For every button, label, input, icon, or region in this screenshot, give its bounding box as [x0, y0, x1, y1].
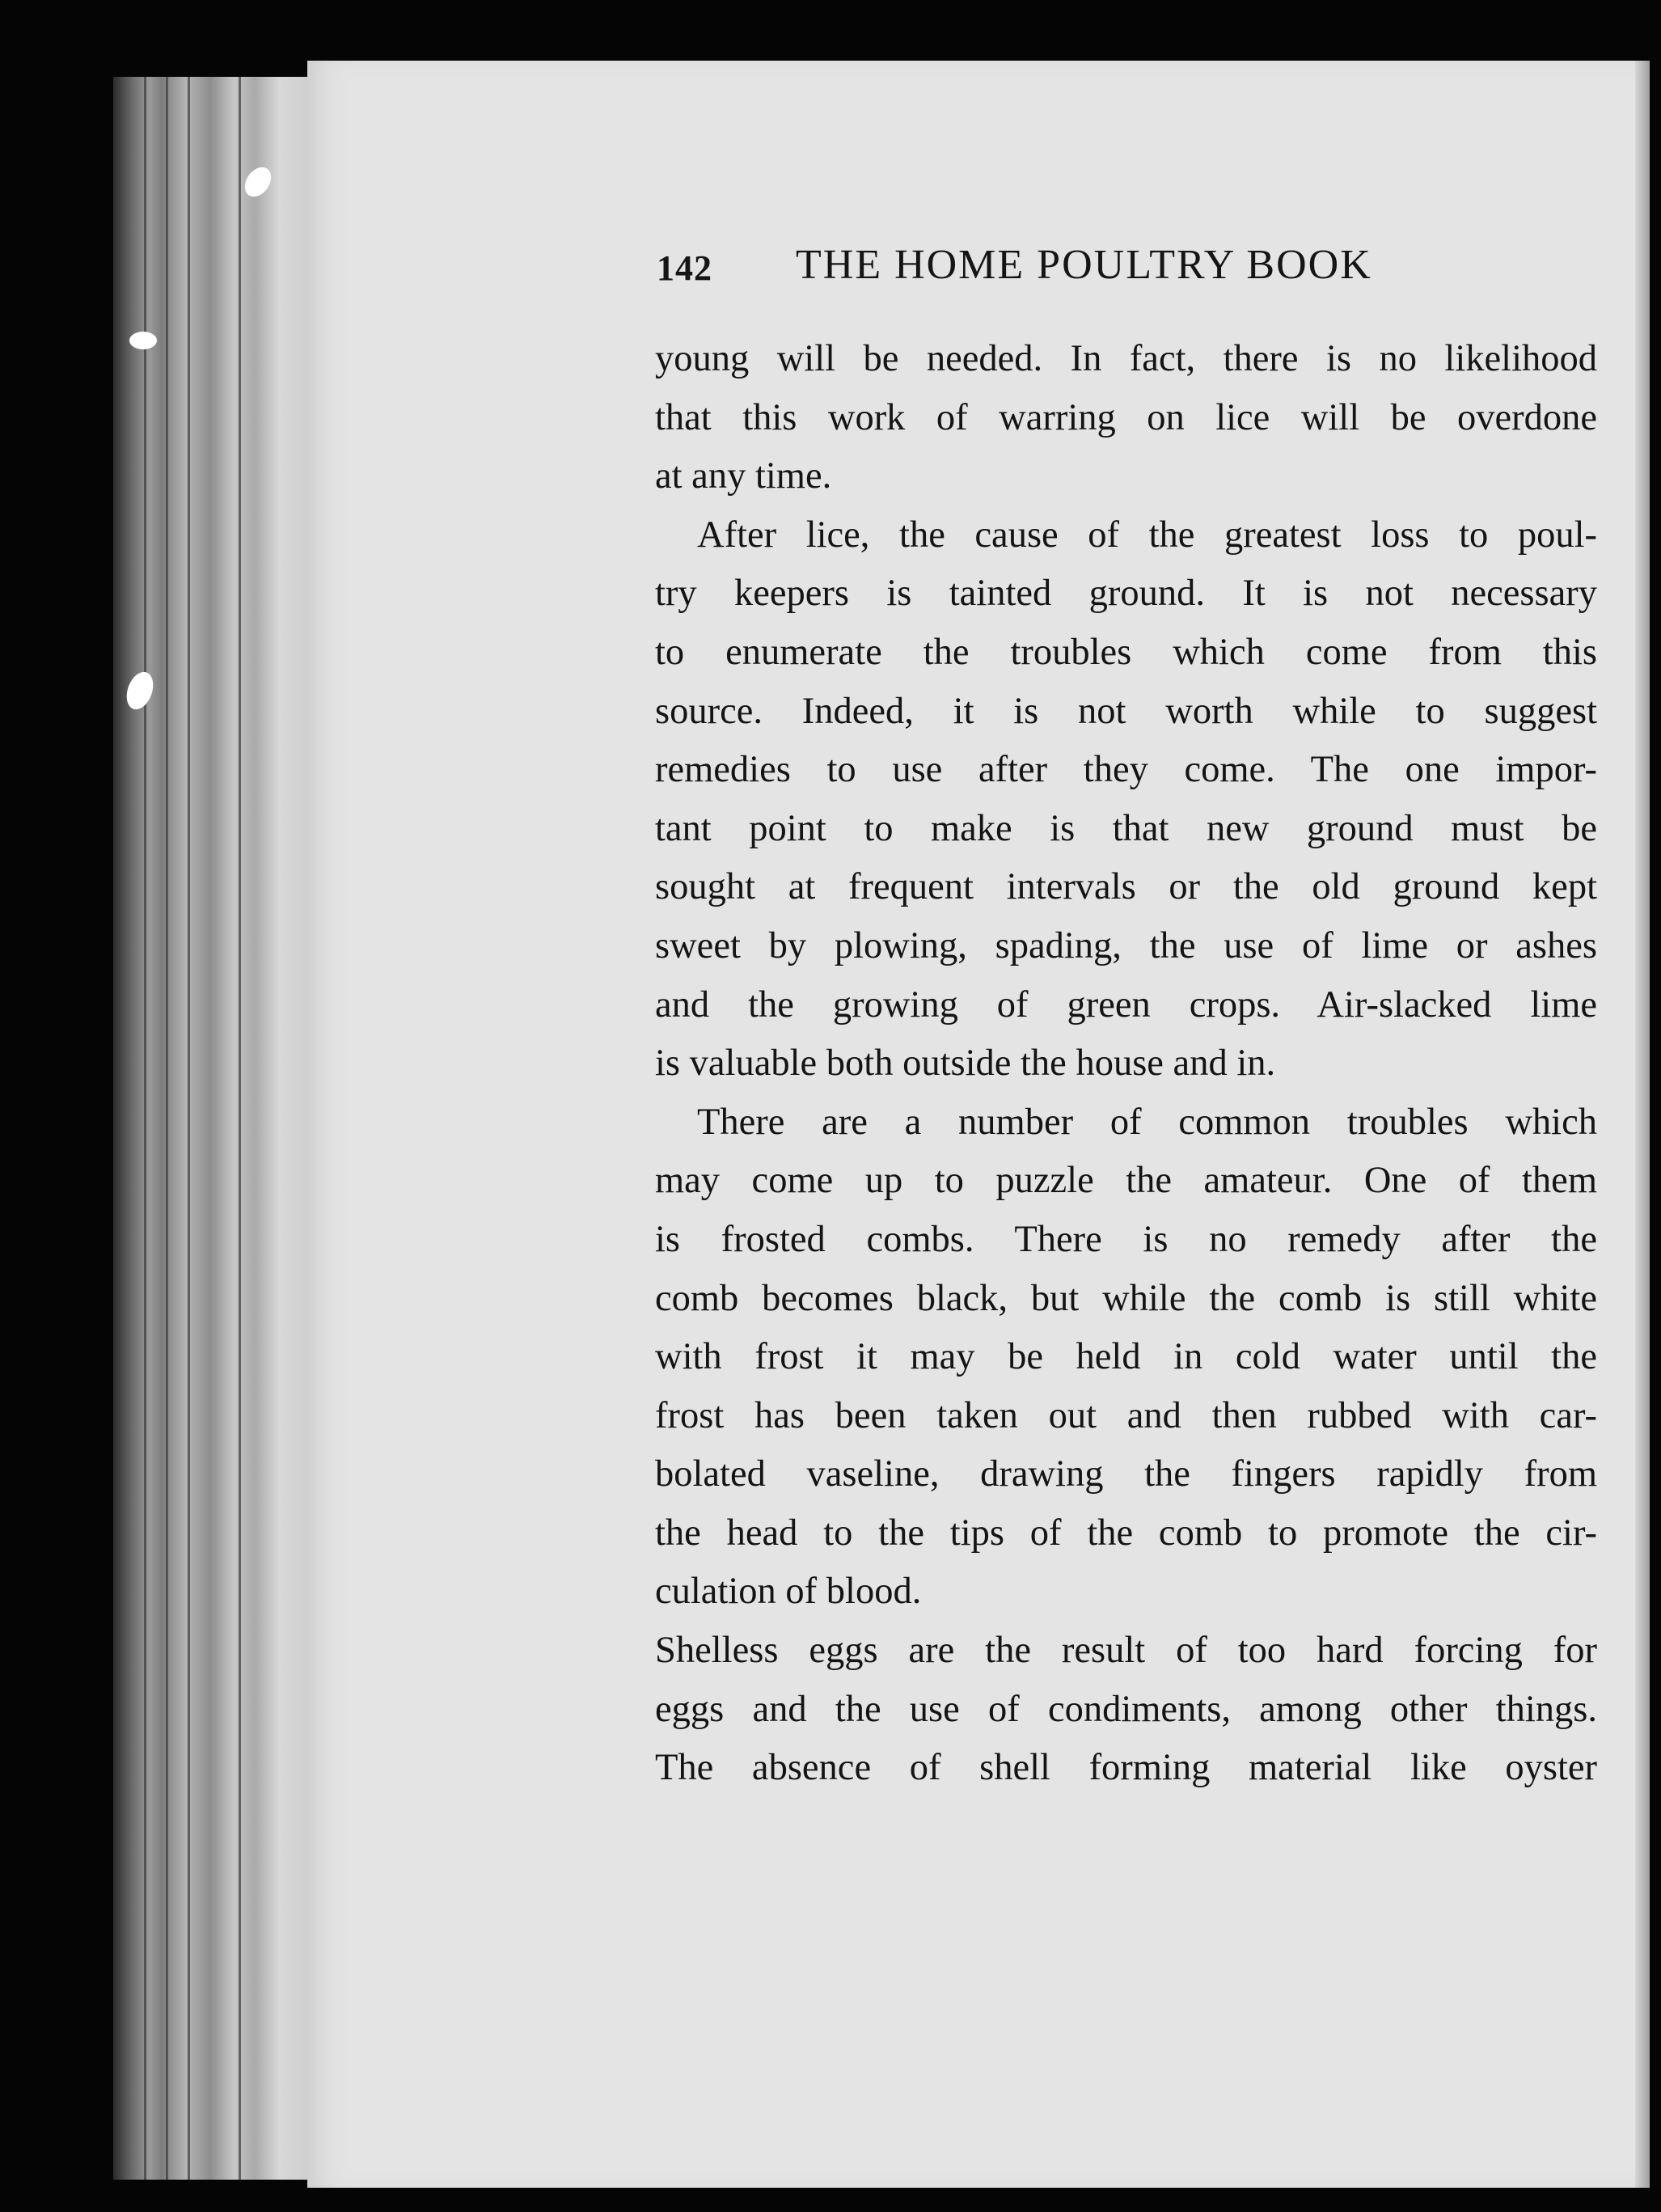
text-line: There are a number of common troubles which	[697, 1101, 1597, 1143]
text-line: sought at frequent intervals or the old ground kept	[655, 866, 1597, 908]
text-line: frost has been taken out and then rubbed with car-	[655, 1394, 1597, 1436]
text-line: with frost it may be held in cold water until the	[655, 1336, 1597, 1378]
text-line: eggs and the use of condiments, among other things.	[655, 1688, 1597, 1730]
text-line: to enumerate the troubles which come from this	[655, 631, 1597, 673]
paragraph	[655, 330, 1597, 506]
text-line: try keepers is tainted ground. It is not necessary	[655, 573, 1597, 615]
paragraph	[655, 1622, 1597, 1798]
spine-crease-line	[239, 77, 241, 2180]
text-line: the head to the tips of the comb to promote the cir-	[655, 1512, 1597, 1554]
spine-crease-line	[144, 77, 146, 2180]
text-line: Shelless eggs are the result of too hard forcing for	[655, 1630, 1597, 1672]
text-line: bolated vaseline, drawing the fingers rapidly from	[655, 1453, 1597, 1495]
text-line: that this work of warring on lice will be overdone	[655, 396, 1597, 438]
paragraph	[655, 1093, 1597, 1622]
text-line: culation of blood.	[655, 1571, 922, 1613]
page-edge-shadow	[1635, 61, 1650, 2188]
text-line: and the growing of green crops. Air-slacked lime	[655, 983, 1597, 1026]
book-spine-edge	[113, 77, 307, 2180]
text-line: The absence of shell forming material like oyster	[655, 1747, 1597, 1789]
running-header	[657, 241, 1449, 298]
text-line: is valuable both outside the house and in.	[655, 1043, 1276, 1085]
spine-crease-line	[166, 77, 168, 2180]
text-line: at any time.	[655, 455, 832, 497]
text-line: remedies to use after they come. The one impor-	[655, 749, 1597, 791]
paragraph	[655, 506, 1597, 1093]
text-line: comb becomes black, but while the comb is still white	[655, 1277, 1597, 1319]
text-line: source. Indeed, it is not worth while to suggest	[655, 690, 1597, 732]
scan-speck	[129, 332, 157, 349]
body-text	[655, 330, 1597, 1798]
text-line: sweet by plowing, spading, the use of lime or ashes	[655, 924, 1597, 966]
running-title: THE HOME POULTRY BOOK	[796, 242, 1372, 288]
spine-crease-line	[188, 77, 190, 2180]
text-line: is frosted combs. There is no remedy after the	[655, 1218, 1597, 1260]
text-line: After lice, the cause of the greatest loss to poul-	[697, 514, 1597, 556]
text-line: tant point to make is that new ground must be	[655, 807, 1597, 849]
text-line: young will be needed. In fact, there is no likelihood	[655, 338, 1597, 379]
page-number: 142	[657, 248, 712, 288]
text-line: may come up to puzzle the amateur. One of them	[655, 1160, 1597, 1202]
